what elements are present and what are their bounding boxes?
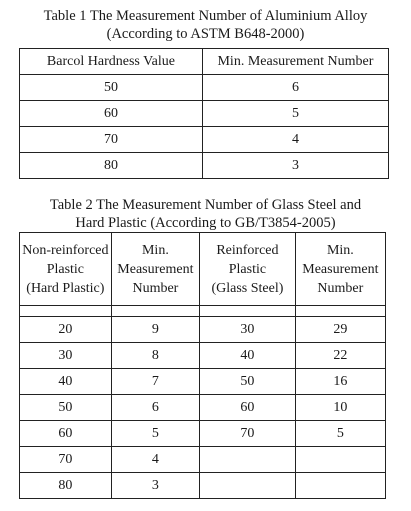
table-row — [20, 127, 389, 153]
table1-header-row — [20, 49, 389, 75]
table2-cell — [200, 447, 296, 473]
table1-cell: 6 — [202, 75, 388, 101]
table2-cell: 29 — [295, 317, 385, 343]
table1-cell: 5 — [202, 101, 388, 127]
table2-header-reinforced: Reinforced Plastic (Glass Steel) — [200, 233, 296, 306]
table-row — [20, 395, 386, 421]
table2-cell: 40 — [20, 369, 112, 395]
table1-cell: 50 — [20, 75, 203, 101]
table-row — [20, 421, 386, 447]
table-row — [20, 75, 389, 101]
table1-cell: 3 — [202, 153, 388, 179]
table2-cell: 80 — [20, 473, 112, 499]
table2-header-non-reinforced: Non-reinforced Plastic (Hard Plastic) — [20, 233, 112, 306]
table2-cell: 50 — [200, 369, 296, 395]
glass-steel-plastic-table — [19, 232, 386, 499]
table2-spacer-cell — [111, 306, 199, 317]
table2-caption-line2: Hard Plastic (According to GB/T3854-2005) — [75, 215, 336, 231]
table2-cell: 60 — [200, 395, 296, 421]
table2-header-row — [20, 233, 386, 306]
table2-spacer-cell — [200, 306, 296, 317]
table2-cell: 70 — [20, 447, 112, 473]
table-row — [20, 343, 386, 369]
table-row — [20, 153, 389, 179]
table2-cell: 30 — [200, 317, 296, 343]
table1-header-barcol: Barcol Hardness Value — [20, 49, 203, 75]
table2-cell: 22 — [295, 343, 385, 369]
table2-cell: 16 — [295, 369, 385, 395]
table1-header-min-measurement: Min. Measurement Number — [202, 49, 388, 75]
table2-cell: 4 — [111, 447, 199, 473]
table1-caption-line1: Table 1 The Measurement Number of Aluminium Alloy — [43, 8, 368, 24]
table1-cell: 4 — [202, 127, 388, 153]
table1-cell: 60 — [20, 101, 203, 127]
table2-caption — [0, 196, 411, 232]
table-row — [20, 447, 386, 473]
table2-spacer-row — [20, 306, 386, 317]
table1-cell: 70 — [20, 127, 203, 153]
table2-cell: 20 — [20, 317, 112, 343]
table2-cell: 50 — [20, 395, 112, 421]
table-row — [20, 473, 386, 499]
table2-header-min-measurement-a: Min. Measurement Number — [111, 233, 199, 306]
table2-cell: 7 — [111, 369, 199, 395]
table-row — [20, 369, 386, 395]
aluminium-alloy-table — [19, 48, 389, 179]
table2-cell — [295, 447, 385, 473]
table2-cell: 6 — [111, 395, 199, 421]
table2-cell — [200, 473, 296, 499]
table2-cell — [295, 473, 385, 499]
table2-header-min-measurement-b: Min. Measurement Number — [295, 233, 385, 306]
table2-cell: 40 — [200, 343, 296, 369]
table1-cell: 80 — [20, 153, 203, 179]
table2-cell: 3 — [111, 473, 199, 499]
table-row — [20, 317, 386, 343]
table2-cell: 10 — [295, 395, 385, 421]
table-row — [20, 101, 389, 127]
table2-cell: 9 — [111, 317, 199, 343]
table2-cell: 5 — [295, 421, 385, 447]
table2-spacer-cell — [295, 306, 385, 317]
table1-caption-line2: (According to ASTM B648-2000) — [106, 26, 305, 42]
table2-cell: 30 — [20, 343, 112, 369]
table2-cell: 8 — [111, 343, 199, 369]
table2-caption-line1: Table 2 The Measurement Number of Glass Steel and — [49, 197, 362, 213]
table2-cell: 70 — [200, 421, 296, 447]
table2-cell: 5 — [111, 421, 199, 447]
table2-cell: 60 — [20, 421, 112, 447]
table2-spacer-cell — [20, 306, 112, 317]
table1-caption — [0, 7, 411, 43]
